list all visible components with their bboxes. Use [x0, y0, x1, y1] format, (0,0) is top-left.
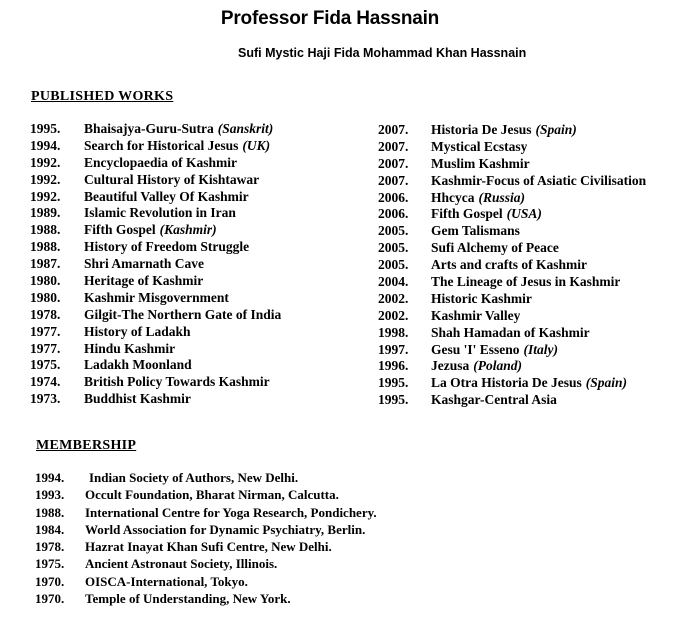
- work-year: 1977.: [30, 323, 61, 339]
- work-item: [30, 374, 360, 391]
- membership-text: Indian Society of Authors, New Delhi.: [89, 470, 299, 485]
- membership-item: [35, 486, 675, 503]
- work-item: [378, 139, 690, 156]
- work-title: Cultural History of Kishtawar: [84, 171, 260, 187]
- work-item: [30, 239, 360, 256]
- work-title: Fifth Gospel (USA): [431, 206, 542, 222]
- membership-year: 1984.: [35, 521, 65, 537]
- work-title: History of Ladakh: [84, 323, 191, 339]
- work-year: 1974.: [30, 374, 61, 390]
- page-subtitle: Sufi Mystic Haji Fida Mohammad Khan Hassnain: [238, 46, 527, 60]
- work-item: [378, 206, 690, 223]
- work-item: [378, 291, 690, 308]
- work-item: [378, 358, 690, 375]
- work-year: 2005.: [378, 240, 409, 256]
- work-title: History of Freedom Struggle: [84, 239, 250, 255]
- work-year: 1992.: [30, 154, 61, 170]
- work-year: 2007.: [378, 155, 409, 171]
- work-item: [378, 190, 690, 207]
- membership-item: [35, 469, 675, 486]
- work-title: Beautiful Valley Of Kashmir: [84, 188, 249, 204]
- membership-item: [35, 521, 675, 538]
- membership-list: [35, 469, 675, 607]
- work-year: 2006.: [378, 189, 409, 205]
- work-title: Fifth Gospel (Kashmir): [84, 222, 217, 238]
- membership-item: [35, 555, 675, 572]
- work-year: 1996.: [378, 358, 409, 374]
- work-note: (Poland): [473, 358, 522, 374]
- membership-text: Ancient Astronaut Society, Illinois.: [85, 556, 278, 572]
- membership-item: [35, 573, 675, 590]
- membership-text: OISCA-International, Tokyo.: [85, 573, 248, 589]
- work-title: Muslim Kashmir: [431, 155, 530, 171]
- work-item: [30, 391, 360, 408]
- work-year: 1980.: [30, 273, 61, 289]
- work-year: 1995.: [378, 375, 409, 391]
- work-item: [30, 256, 360, 273]
- work-title: Hindu Kashmir: [84, 340, 176, 356]
- work-item: [30, 189, 360, 206]
- membership-item: [35, 504, 675, 521]
- work-year: 1995.: [378, 392, 409, 408]
- membership-year: 1970.: [35, 591, 65, 607]
- work-item: [30, 290, 360, 307]
- work-note: (USA): [506, 206, 542, 222]
- work-item: [378, 308, 690, 325]
- work-title: Historic Kashmir: [431, 290, 532, 306]
- work-note: (Russia): [478, 189, 526, 205]
- work-item: [30, 324, 360, 341]
- membership-year: 1988.: [35, 504, 65, 520]
- work-item: [378, 342, 690, 359]
- work-year: 1973.: [30, 391, 61, 407]
- work-item: [378, 392, 690, 409]
- membership-year: 1970.: [35, 573, 65, 589]
- work-note: (Sanskrit): [217, 121, 274, 136]
- work-title: Shah Hamadan of Kashmir: [431, 324, 590, 340]
- membership-text: World Association for Dynamic Psychiatry, Berlin.: [85, 521, 366, 537]
- work-item: [30, 138, 360, 155]
- published-works-right-column: [378, 122, 690, 409]
- work-title: Buddhist Kashmir: [84, 391, 191, 407]
- work-title: Gesu 'I' Esseno (Italy): [431, 341, 559, 357]
- work-year: 2007.: [378, 172, 409, 188]
- membership-text: International Centre for Yoga Research, Pondichery.: [85, 504, 377, 520]
- work-item: [30, 155, 360, 172]
- work-title: La Otra Historia De Jesus (Spain): [431, 375, 628, 391]
- membership-year: 1975.: [35, 556, 65, 572]
- work-item: [30, 222, 360, 239]
- work-title: Ladakh Moonland: [84, 357, 192, 373]
- work-year: 2005.: [378, 223, 409, 239]
- published-works-heading: PUBLISHED WORKS: [31, 89, 174, 104]
- work-item: [378, 223, 690, 240]
- work-item: [30, 357, 360, 374]
- membership-heading: MEMBERSHIP: [36, 438, 137, 453]
- work-year: 1989.: [30, 205, 61, 221]
- work-title: Search for Historical Jesus (UK): [84, 137, 271, 153]
- work-title: Kashmir Misgovernment: [84, 289, 229, 305]
- work-item: [30, 273, 360, 290]
- work-year: 1988.: [30, 239, 61, 255]
- work-title: Bhaisajya-Guru-Sutra (Sanskrit): [84, 121, 274, 136]
- work-item: [378, 325, 690, 342]
- work-item: [30, 205, 360, 222]
- work-title: Hhcyca (Russia): [431, 189, 526, 205]
- work-note: (UK): [242, 137, 271, 153]
- membership-year: 1978.: [35, 539, 65, 555]
- work-item: [30, 341, 360, 358]
- work-year: 1992.: [30, 171, 61, 187]
- work-title: Gem Talismans: [431, 223, 520, 239]
- work-year: 1980.: [30, 289, 61, 305]
- work-item: [378, 274, 690, 291]
- work-note: (Kashmir): [159, 222, 217, 238]
- work-title: Gilgit-The Northern Gate of India: [84, 306, 282, 322]
- work-title: Arts and crafts of Kashmir: [431, 257, 587, 273]
- work-year: 2005.: [378, 257, 409, 273]
- work-item: [378, 173, 690, 190]
- work-title: Heritage of Kashmir: [84, 273, 204, 289]
- work-title: Kashmir-Focus of Asiatic Civilisation: [431, 172, 647, 188]
- work-title: Islamic Revolution in Iran: [84, 205, 236, 221]
- work-title: Shri Amarnath Cave: [84, 256, 205, 272]
- work-title: Sufi Alchemy of Peace: [431, 240, 559, 256]
- work-title: Encyclopaedia of Kashmir: [84, 154, 238, 170]
- work-note: (Spain): [585, 375, 628, 391]
- work-year: 1997.: [378, 341, 409, 357]
- work-year: 1977.: [30, 340, 61, 356]
- work-title: Jezusa (Poland): [431, 358, 522, 374]
- work-note: (Italy): [523, 341, 559, 357]
- work-year: 1987.: [30, 256, 61, 272]
- work-item: [378, 156, 690, 173]
- work-item: [378, 375, 690, 392]
- work-year: 1975.: [30, 357, 61, 373]
- work-item: [30, 307, 360, 324]
- work-title: Historia De Jesus (Spain): [431, 122, 577, 137]
- work-title: British Policy Towards Kashmir: [84, 374, 270, 390]
- work-year: 2002.: [378, 307, 409, 323]
- membership-text: Temple of Understanding, New York.: [85, 591, 291, 607]
- work-year: 2007.: [378, 138, 409, 154]
- membership-item: [35, 538, 675, 555]
- work-year: 1995.: [30, 121, 61, 136]
- work-year: 1994.: [30, 137, 61, 153]
- work-note: (Spain): [535, 122, 577, 137]
- membership-text: Hazrat Inayat Khan Sufi Centre, New Delhi.: [85, 539, 332, 555]
- membership-item: [35, 590, 675, 607]
- work-year: 2004.: [378, 274, 409, 290]
- membership-year: 1994.: [35, 470, 65, 485]
- work-year: 2006.: [378, 206, 409, 222]
- work-year: 2007.: [378, 122, 409, 137]
- work-year: 1988.: [30, 222, 61, 238]
- work-item: [30, 172, 360, 189]
- work-item: [30, 121, 360, 138]
- membership-text: Occult Foundation, Bharat Nirman, Calcutta.: [85, 487, 339, 503]
- work-title: Kashgar-Central Asia: [431, 392, 557, 408]
- work-year: 1998.: [378, 324, 409, 340]
- work-title: Kashmir Valley: [431, 307, 521, 323]
- work-item: [378, 240, 690, 257]
- membership-year: 1993.: [35, 487, 65, 503]
- work-item: [378, 122, 690, 139]
- published-works-left-column: [30, 121, 360, 408]
- page-title: Professor Fida Hassnain: [220, 8, 440, 29]
- work-year: 1978.: [30, 306, 61, 322]
- work-title: Mystical Ecstasy: [431, 138, 528, 154]
- work-title: The Lineage of Jesus in Kashmir: [431, 274, 621, 290]
- work-year: 2002.: [378, 290, 409, 306]
- work-item: [378, 257, 690, 274]
- work-year: 1992.: [30, 188, 61, 204]
